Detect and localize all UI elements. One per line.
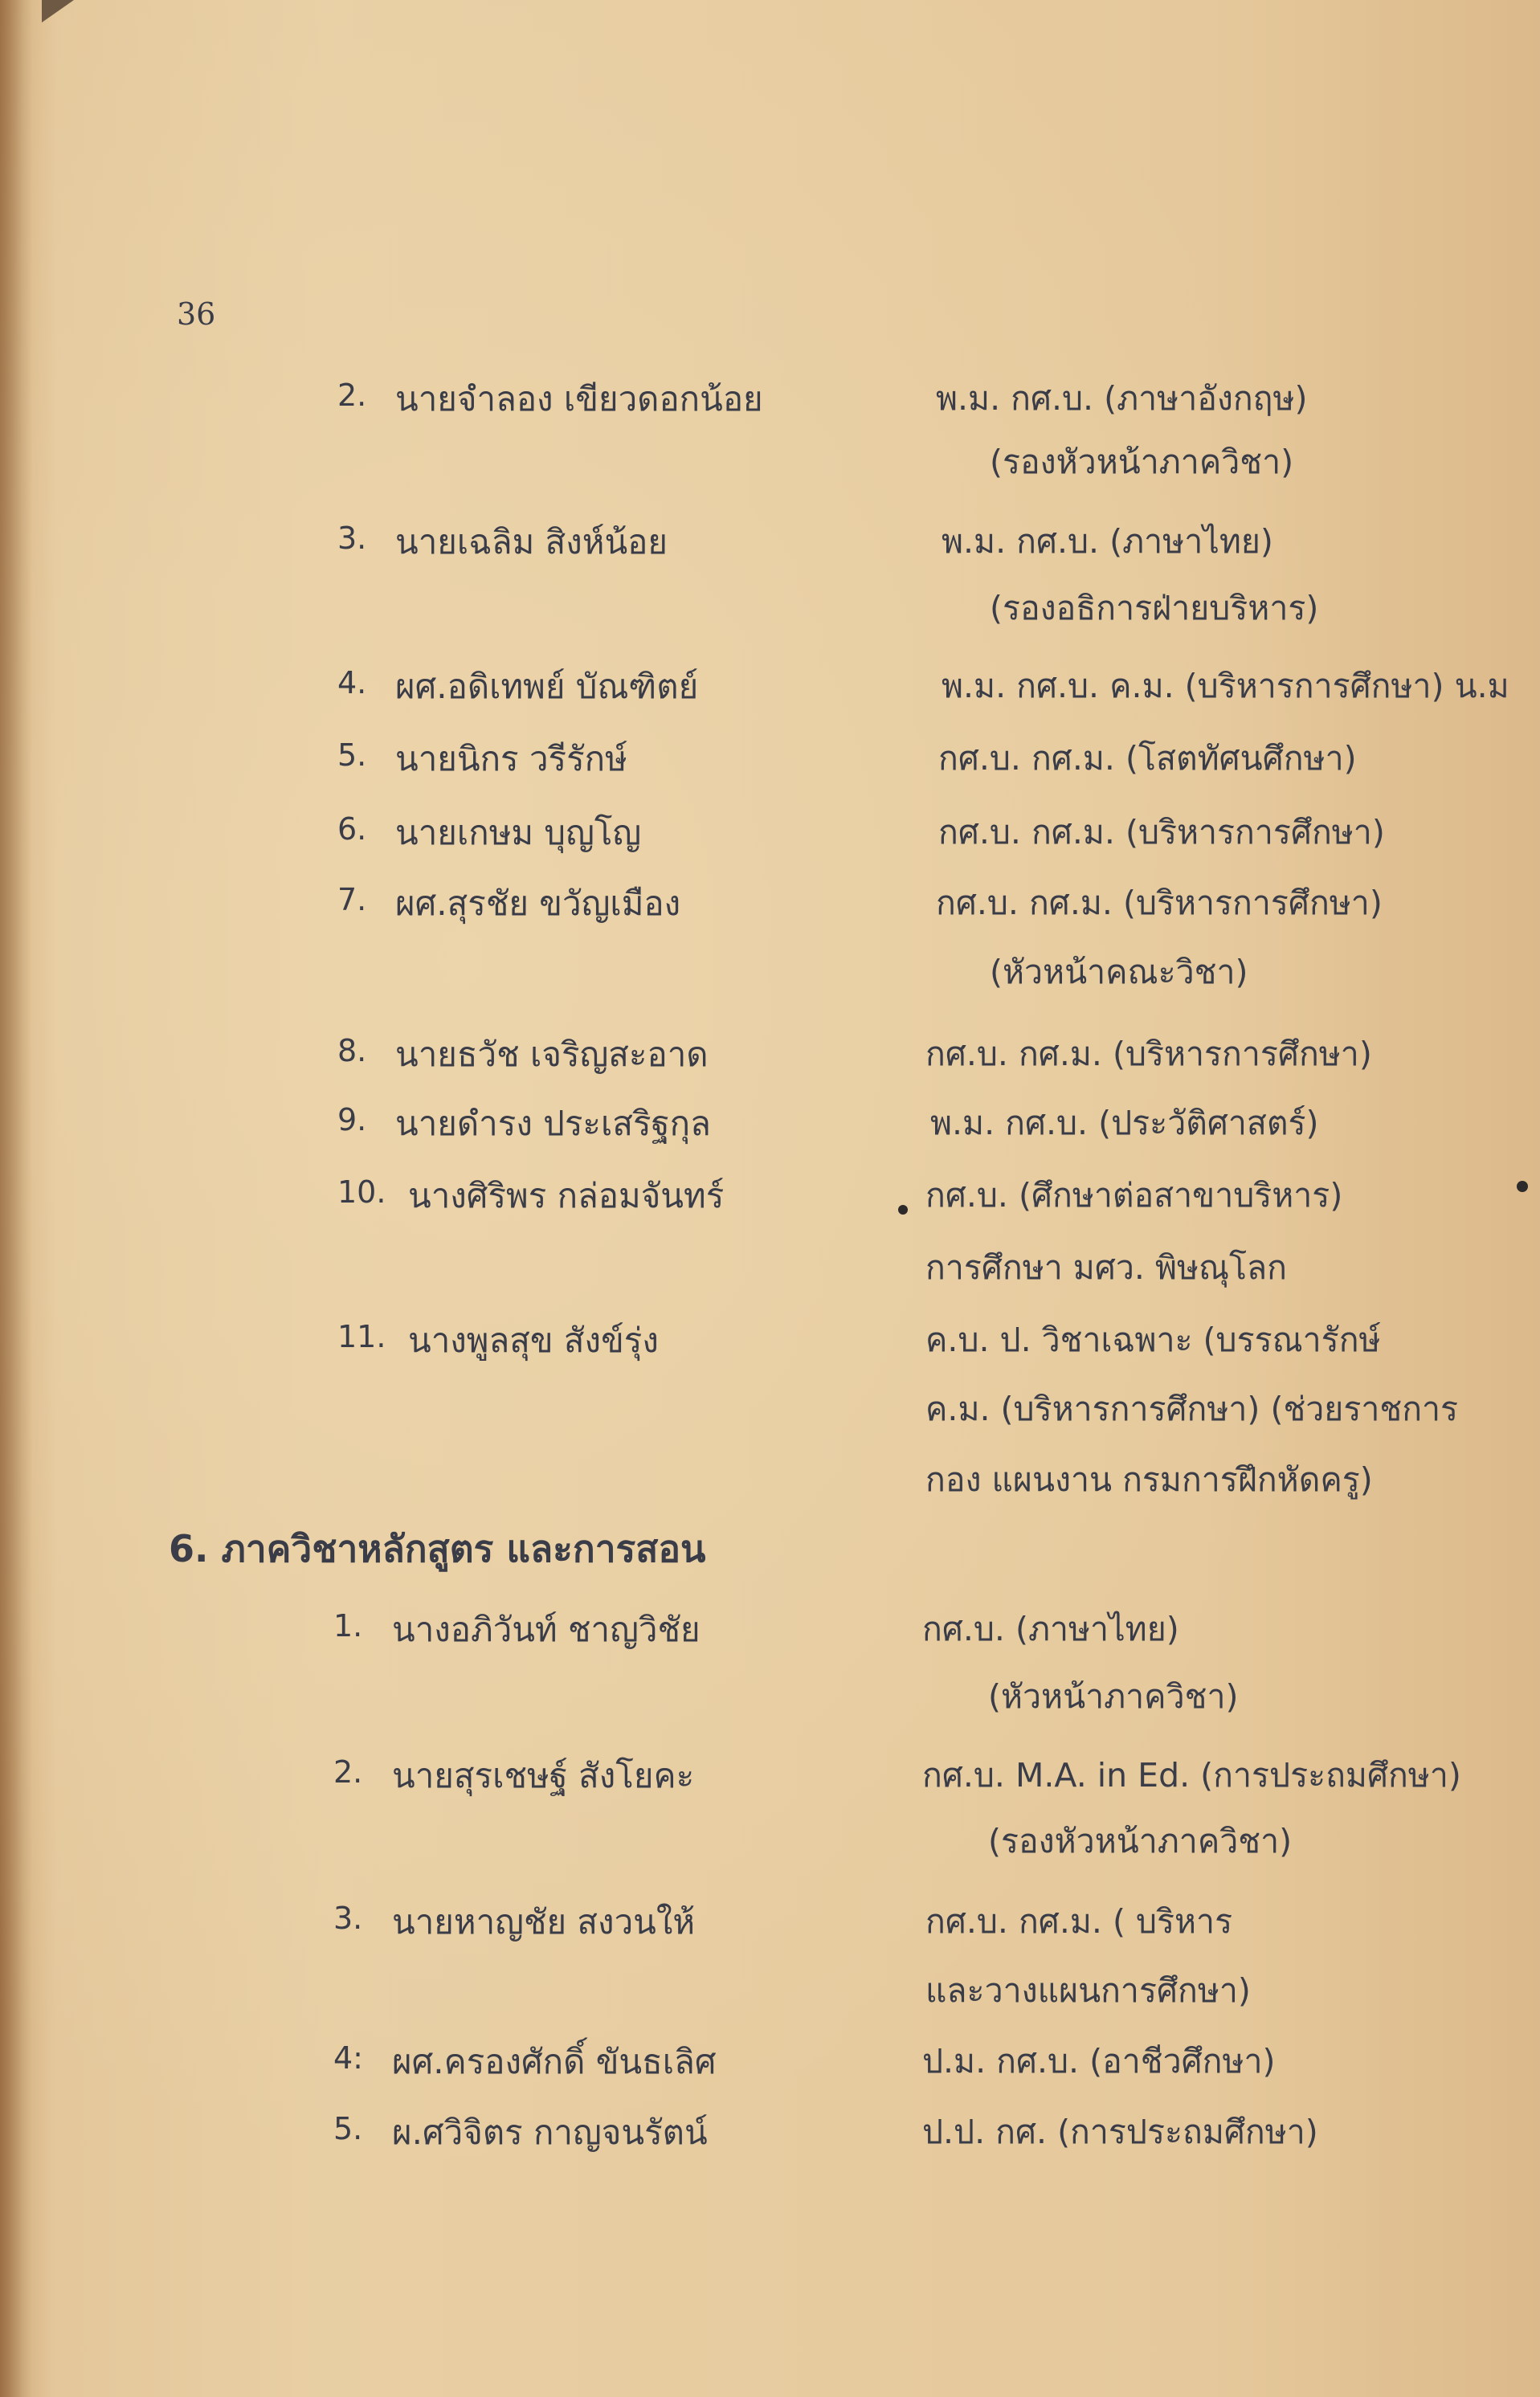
entry-qualification: กศ.บ. กศ.ม. (บริหารการศึกษา): [938, 813, 1385, 851]
entry-number: 2.: [337, 378, 367, 413]
ink-spot: [898, 1205, 908, 1215]
entry-number: 7.: [337, 882, 367, 917]
entry-qualification: กศ.บ. กศ.ม. ( บริหาร: [925, 1902, 1233, 1941]
entry-qualification: กศ.บ. (ศึกษาต่อสาขาบริหาร): [925, 1176, 1343, 1215]
entry-qualification: ป.ม. กศ.บ. (อาชีวศึกษา): [922, 2042, 1276, 2081]
entry-name: นายเกษม บุญโญ: [395, 813, 642, 852]
entry-qualification-cont: การศึกษา มศว. พิษณุโลก: [925, 1248, 1287, 1287]
entry-qualification-cont: ค.ม. (บริหารการศึกษา) (ช่วยราชการ: [925, 1390, 1459, 1428]
entry-number: 8.: [337, 1033, 367, 1068]
entry-qualification: พ.ม. กศ.บ. ค.ม. (บริหารการศึกษา) น.ม: [942, 667, 1509, 705]
entry-role: (รองหัวหน้าภาควิชา): [988, 1822, 1293, 1860]
entry-qualification: พ.ม. กศ.บ. (ภาษาไทย): [942, 522, 1273, 561]
entry-name: นายสุรเชษฐ์ สังโยคะ: [392, 1756, 695, 1795]
entry-number: 1.: [333, 1608, 363, 1644]
entry-name: นายเฉลิม สิงห์น้อย: [395, 522, 668, 561]
entry-name: ผศ.สุรชัย ขวัญเมือง: [395, 884, 681, 923]
entry-qualification: กศ.บ. กศ.ม. (บริหารการศึกษา): [936, 884, 1383, 922]
entry-name: นางอภิวันท์ ชาญวิชัย: [392, 1610, 701, 1649]
book-spine-shadow: [0, 0, 32, 2397]
entry-number: 3.: [333, 1901, 363, 1936]
entry-role: (หัวหน้าคณะวิชา): [990, 953, 1248, 991]
entry-name: นางศิริพร กล่อมจันทร์: [408, 1176, 725, 1215]
entry-qualification: กศ.บ. M.A. in Ed. (การประถมศึกษา): [922, 1756, 1461, 1795]
entry-number: 11.: [337, 1319, 386, 1354]
entry-role: (รองหัวหน้าภาควิชา): [990, 443, 1294, 481]
entry-name: นายนิกร วรีรักษ์: [395, 739, 627, 778]
entry-name: นายดำรง ประเสริฐกุล: [395, 1104, 711, 1143]
entry-role: (รองอธิการฝ่ายบริหาร): [990, 589, 1319, 627]
section-heading: 6. ภาควิชาหลักสูตร และการสอน: [169, 1527, 706, 1570]
entry-name: นางพูลสุข สังข์รุ่ง: [408, 1321, 659, 1360]
torn-corner: [42, 0, 74, 22]
entry-number: 4.: [337, 665, 367, 700]
entry-qualification: พ.ม. กศ.บ. (ประวัติศาสตร์): [930, 1104, 1319, 1142]
entry-number: 2.: [333, 1754, 363, 1790]
entry-qualification: กศ.บ. กศ.ม. (โสตทัศนศึกษา): [938, 739, 1357, 778]
entry-number: 5.: [333, 2111, 363, 2146]
entry-number: 5.: [337, 737, 367, 773]
ink-spot: [1517, 1181, 1528, 1192]
entry-role: (หัวหน้าภาควิชา): [988, 1677, 1239, 1716]
entry-name: นายธวัช เจริญสะอาด: [395, 1035, 709, 1074]
entry-name: นายหาญชัย สงวนให้: [392, 1902, 696, 1942]
page-number: 36: [177, 296, 216, 332]
entry-number: 3.: [337, 521, 367, 556]
entry-number: 10.: [337, 1174, 386, 1210]
entry-name: ผศ.ครองศักดิ์ ขันธเลิศ: [392, 2042, 717, 2081]
entry-number: 6.: [337, 811, 367, 847]
entry-qualification: กศ.บ. กศ.ม. (บริหารการศึกษา): [925, 1035, 1372, 1073]
entry-qualification: กศ.บ. (ภาษาไทย): [922, 1610, 1179, 1648]
entry-number: 9.: [337, 1102, 367, 1137]
entry-qualification: พ.ม. กศ.บ. (ภาษาอังกฤษ): [936, 379, 1308, 418]
entry-qualification: ป.ป. กศ. (การประถมศึกษา): [922, 2113, 1318, 2151]
entry-name: ผศ.อดิเทพย์ บัณฑิตย์: [395, 667, 699, 706]
entry-name: นายจำลอง เขียวดอกน้อย: [395, 379, 763, 419]
entry-qualification-cont: และวางแผนการศึกษา): [925, 1971, 1251, 2010]
entry-number: 4:: [333, 2040, 363, 2076]
entry-qualification-cont: กอง แผนงาน กรมการฝึกหัดครู): [925, 1460, 1373, 1499]
entry-qualification: ค.บ. ป. วิชาเฉพาะ (บรรณารักษ์: [925, 1321, 1381, 1359]
entry-name: ผ.ศวิจิตร กาญจนรัตน์: [392, 2113, 708, 2152]
